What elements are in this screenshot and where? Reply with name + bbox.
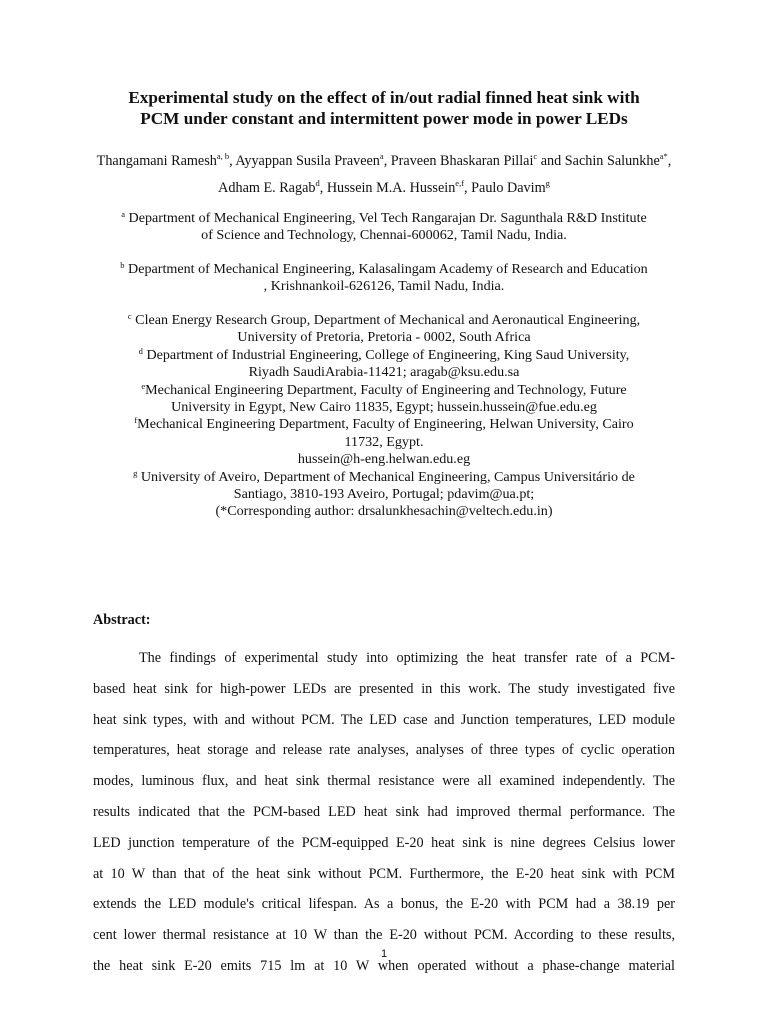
abstract-line: results indicated that the PCM-based LED heat sink had improved thermal performance. The xyxy=(93,803,675,820)
author-name: Sachin Salunkhe xyxy=(564,153,660,169)
affiliation-b xyxy=(88,261,680,296)
author-separator: , xyxy=(229,153,236,169)
affiliation-text: Santiago, 3810-193 Aveiro, Portugal; pdavim@ua.pt; xyxy=(233,486,535,503)
affiliation-text: Clean Energy Research Group, Department of Mechanical and Aeronautical Engineering, xyxy=(135,312,641,328)
author-affiliation-marker: a* xyxy=(659,151,668,161)
affiliation-f xyxy=(88,416,680,433)
affiliation-marker: f xyxy=(134,415,138,426)
title-line-1: Experimental study on the effect of in/out radial finned heat sink with xyxy=(128,88,640,107)
page-number: 1 xyxy=(380,948,388,960)
abstract-line: temperatures, heat storage and release rate analyses, analyses of three types of cyclic operation xyxy=(93,742,675,759)
corresponding-author: (*Corresponding author: drsalunkhesachin@veltech.edu.in) xyxy=(215,503,553,520)
affiliation-g xyxy=(88,469,680,486)
abstract-body xyxy=(93,643,675,982)
affiliation-marker: d xyxy=(138,345,143,356)
affiliation-text: , Krishnankoil-626126, Tamil Nadu, India. xyxy=(263,278,505,295)
affiliation-text: of Science and Technology, Chennai-600062, Tamil Nadu, India. xyxy=(201,227,567,244)
affiliation-e xyxy=(88,382,680,399)
affiliation-text: Riyadh SaudiArabia-11421; aragab@ksu.edu.sa xyxy=(248,364,520,381)
author-name: Paulo Davim xyxy=(471,180,546,196)
affiliation-text: Department of Mechanical Engineering, Kalasalingam Academy of Research and Education xyxy=(128,261,648,277)
title-line-2: PCM under constant and intermittent power mode in power LEDs xyxy=(140,109,628,128)
author-name: Adham E. Ragab xyxy=(218,180,316,196)
author-affiliation-marker: a xyxy=(379,151,384,161)
affiliation-marker: e xyxy=(141,380,146,391)
author-separator: , xyxy=(383,153,391,169)
affiliation-text: Department of Mechanical Engineering, Vel Tech Rangarajan Dr. Sagunthala R&D Institute xyxy=(128,210,647,226)
abstract-line: The findings of experimental study into optimizing the heat transfer rate of a PCM- xyxy=(139,650,675,666)
affiliation-marker: c xyxy=(127,311,132,321)
author-affiliation-marker: g xyxy=(545,178,550,188)
abstract-line: based heat sink for high-power LEDs are presented in this work. The study investigated five xyxy=(93,680,675,697)
abstract-line: modes, luminous flux, and heat sink thermal resistance were all examined independently. The xyxy=(93,773,675,790)
author-name: Praveen Bhaskaran Pillai xyxy=(390,153,534,169)
author-affiliation-marker: c xyxy=(533,151,538,161)
author-separator: , xyxy=(667,153,672,169)
affiliation-text: University of Pretoria, Pretoria - 0002, South Africa xyxy=(237,329,531,346)
affiliation-list xyxy=(88,312,680,521)
abstract-line: LED junction temperature of the PCM-equipped E-20 heat sink is nine degrees Celsius lower xyxy=(93,834,675,851)
affiliation-email: hussein@h-eng.helwan.edu.eg xyxy=(297,451,471,468)
author-name: Thangamani Ramesh xyxy=(96,153,217,169)
affiliation-marker: g xyxy=(133,467,138,478)
author-name: Ayyappan Susila Praveen xyxy=(235,153,380,169)
author-affiliation-marker: a, b xyxy=(216,151,230,161)
affiliation-a xyxy=(88,210,680,245)
author-separator: , xyxy=(319,180,327,196)
author-list xyxy=(92,148,676,202)
affiliation-marker: a xyxy=(121,209,125,219)
abstract-line: heat sink types, with and without PCM. The LED case and Junction temperatures, LED module xyxy=(93,711,675,728)
author-separator: , xyxy=(464,180,472,196)
abstract-line: extends the LED module's critical lifespan. As a bonus, the E-20 with PCM had a 38.19 per xyxy=(93,896,675,913)
affiliation-d xyxy=(88,347,680,364)
affiliation-text: Mechanical Engineering Department, Faculty of Engineering, Helwan University, Cairo xyxy=(137,416,634,433)
abstract-line: at 10 W than that of the heat sink without PCM. Furthermore, the E-20 heat sink with PCM xyxy=(93,865,675,882)
author-name: Hussein M.A. Hussein xyxy=(326,180,456,196)
author-affiliation-marker: e,f xyxy=(455,178,465,188)
abstract-heading: Abstract: xyxy=(93,612,151,628)
author-separator: and xyxy=(537,153,565,169)
affiliation-text: University in Egypt, New Cairo 11835, Egypt; hussein.hussein@fue.edu.eg xyxy=(171,399,597,416)
affiliation-marker: b xyxy=(120,260,125,270)
affiliation-text: Department of Industrial Engineering, College of Engineering, King Saud University, xyxy=(146,346,630,363)
affiliation-text: University of Aveiro, Department of Mechanical Engineering, Campus Universitário de xyxy=(140,468,635,485)
paper-title xyxy=(92,87,676,129)
affiliation-text: Mechanical Engineering Department, Faculty of Engineering and Technology, Future xyxy=(145,381,627,398)
abstract-line: the heat sink E-20 emits 715 lm at 10 W when operated without a phase-change material xyxy=(93,957,675,974)
affiliation-c xyxy=(88,312,680,329)
author-affiliation-marker: d xyxy=(315,178,320,188)
affiliation-text: 11732, Egypt. xyxy=(344,433,424,450)
abstract-line: cent lower thermal resistance at 10 W than the E-20 without PCM. According to these results, xyxy=(93,927,675,944)
